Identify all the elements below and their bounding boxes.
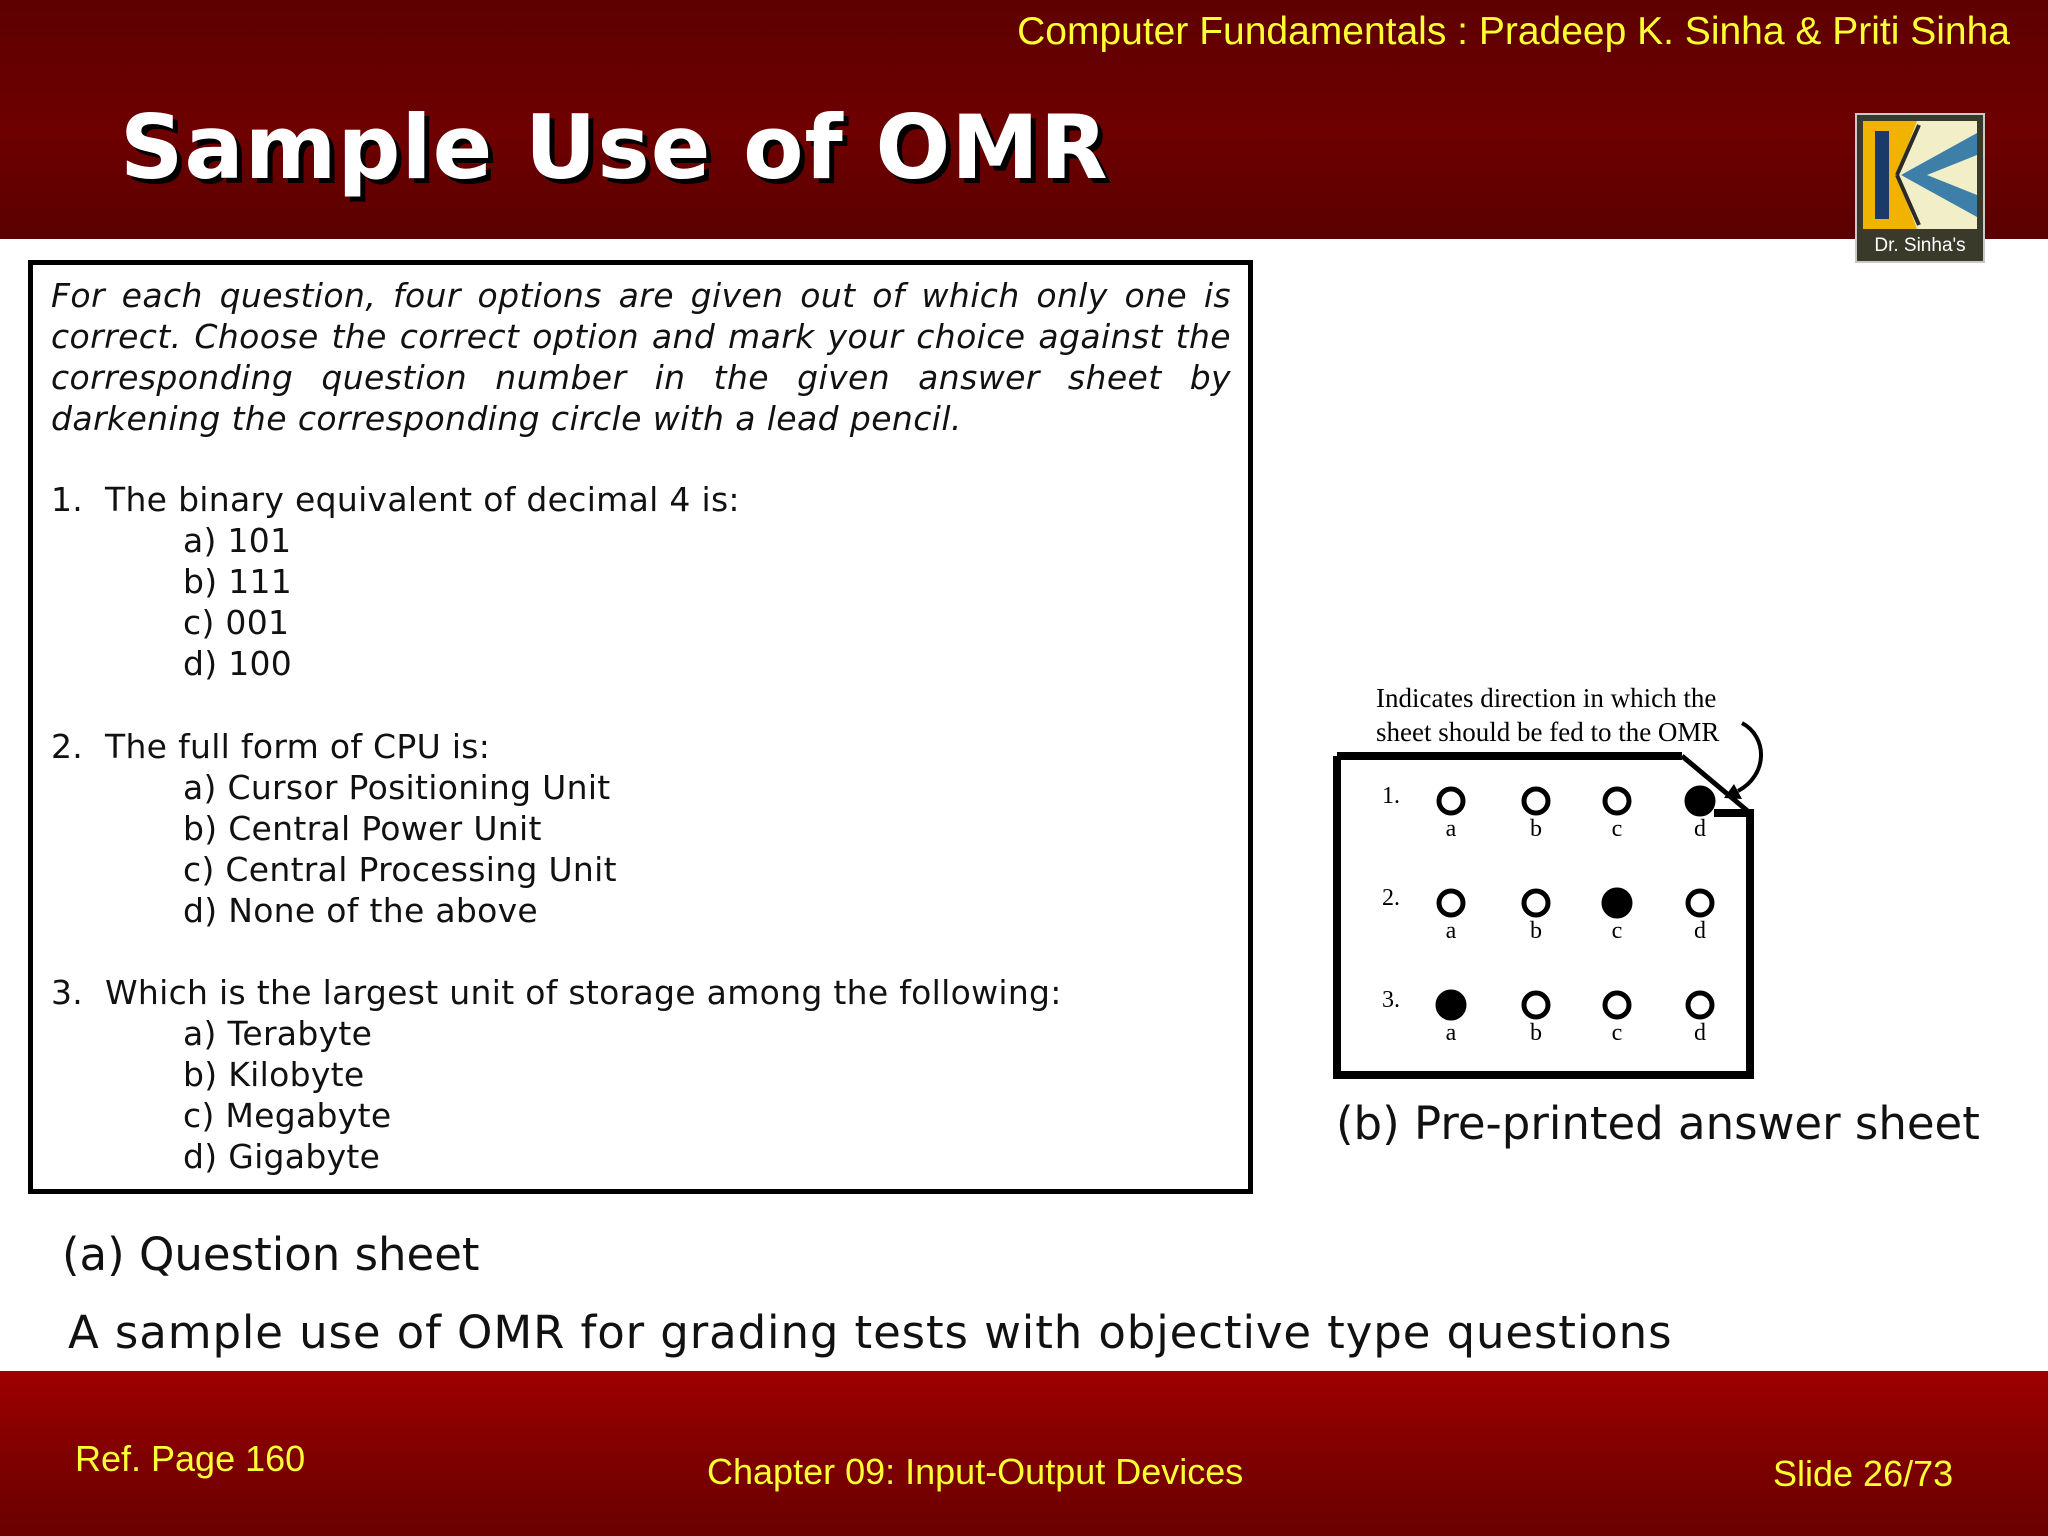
- option: c) 001: [183, 603, 290, 642]
- question-text: Which is the largest unit of storage among the following:: [105, 973, 1062, 1012]
- question-number: 3.: [51, 973, 84, 1012]
- option: b) 111: [183, 562, 293, 601]
- book-title: Computer Fundamentals : Pradeep K. Sinha & Priti Sinha: [1017, 10, 2010, 53]
- chapter-title: Chapter 09: Input-Output Devices: [707, 1451, 1244, 1492]
- answer-bubble: [1439, 891, 1463, 915]
- bubble-label: b: [1530, 918, 1542, 944]
- answer-bubble: [1524, 789, 1548, 813]
- bubble-label: b: [1530, 1020, 1542, 1046]
- note-line: sheet should be fed to the OMR: [1376, 717, 1720, 747]
- bubble-label: b: [1530, 816, 1542, 842]
- reference-page: Ref. Page 160: [75, 1438, 306, 1479]
- answer-sheet-caption: (b) Pre-printed answer sheet: [1336, 1097, 1980, 1150]
- figure-caption: A sample use of OMR for grading tests with objective type questions: [68, 1306, 1673, 1359]
- logo-text: Dr. Sinha's: [1874, 235, 1966, 256]
- answer-bubble: [1524, 891, 1548, 915]
- question-text: The full form of CPU is:: [105, 727, 491, 766]
- option: b) Kilobyte: [183, 1055, 365, 1094]
- question-3: [51, 973, 1062, 1012]
- option: a) Terabyte: [183, 1014, 373, 1053]
- filled-answer-bubble: [1602, 888, 1632, 918]
- bubble-label: d: [1694, 816, 1706, 842]
- answer-bubble: [1688, 891, 1712, 915]
- option: a) 101: [183, 521, 292, 560]
- bubble-label: d: [1694, 918, 1706, 944]
- option: c) Megabyte: [183, 1096, 392, 1135]
- filled-answer-bubble: [1436, 990, 1466, 1020]
- answer-row-number: 1.: [1382, 783, 1400, 809]
- question-number: 1.: [51, 480, 84, 519]
- option: d) 100: [183, 644, 293, 683]
- instructions-text: For each question, four options are given out of which only one is correct. Choose the correct option and mark your choice against the corresponding question number in the given answer sheet by darkening the corresponding circle with a lead pencil.: [51, 276, 1231, 438]
- option: a) Cursor Positioning Unit: [183, 768, 611, 807]
- answer-row-number: 3.: [1382, 987, 1400, 1013]
- answer-bubble: [1605, 993, 1629, 1017]
- answer-bubble: [1524, 993, 1548, 1017]
- answer-bubble: [1605, 789, 1629, 813]
- answer-sheet: [1330, 705, 1770, 1085]
- question-1: [51, 480, 740, 519]
- bubble-label: d: [1694, 1020, 1706, 1046]
- bubble-label: c: [1611, 816, 1623, 842]
- option: c) Central Processing Unit: [183, 850, 617, 889]
- option: d) Gigabyte: [183, 1137, 381, 1176]
- answer-bubble: [1688, 993, 1712, 1017]
- slide-number: Slide 26/73: [1773, 1453, 1954, 1494]
- question-sheet-caption: (a) Question sheet: [62, 1228, 480, 1281]
- bubble-label: c: [1611, 918, 1623, 944]
- option: d) None of the above: [183, 891, 539, 930]
- note-line: Indicates direction in which the: [1376, 683, 1717, 713]
- bubble-label: a: [1445, 918, 1457, 944]
- option: b) Central Power Unit: [183, 809, 542, 848]
- answer-row-number: 2.: [1382, 885, 1400, 911]
- question-2: [51, 727, 490, 766]
- question-text: The binary equivalent of decimal 4 is:: [105, 480, 740, 519]
- bubble-label: a: [1445, 1020, 1457, 1046]
- logo-emblem-icon: [1857, 115, 1983, 235]
- feed-arrow-icon: [1738, 723, 1761, 791]
- question-number: 2.: [51, 727, 84, 766]
- answer-bubble: [1439, 789, 1463, 813]
- logo: [1855, 113, 1985, 263]
- bubble-label: c: [1611, 1020, 1623, 1046]
- question-sheet: [28, 260, 1253, 1194]
- filled-answer-bubble: [1685, 786, 1715, 816]
- slide-title: Sample Use of OMR: [120, 96, 1109, 199]
- bubble-label: a: [1445, 816, 1457, 842]
